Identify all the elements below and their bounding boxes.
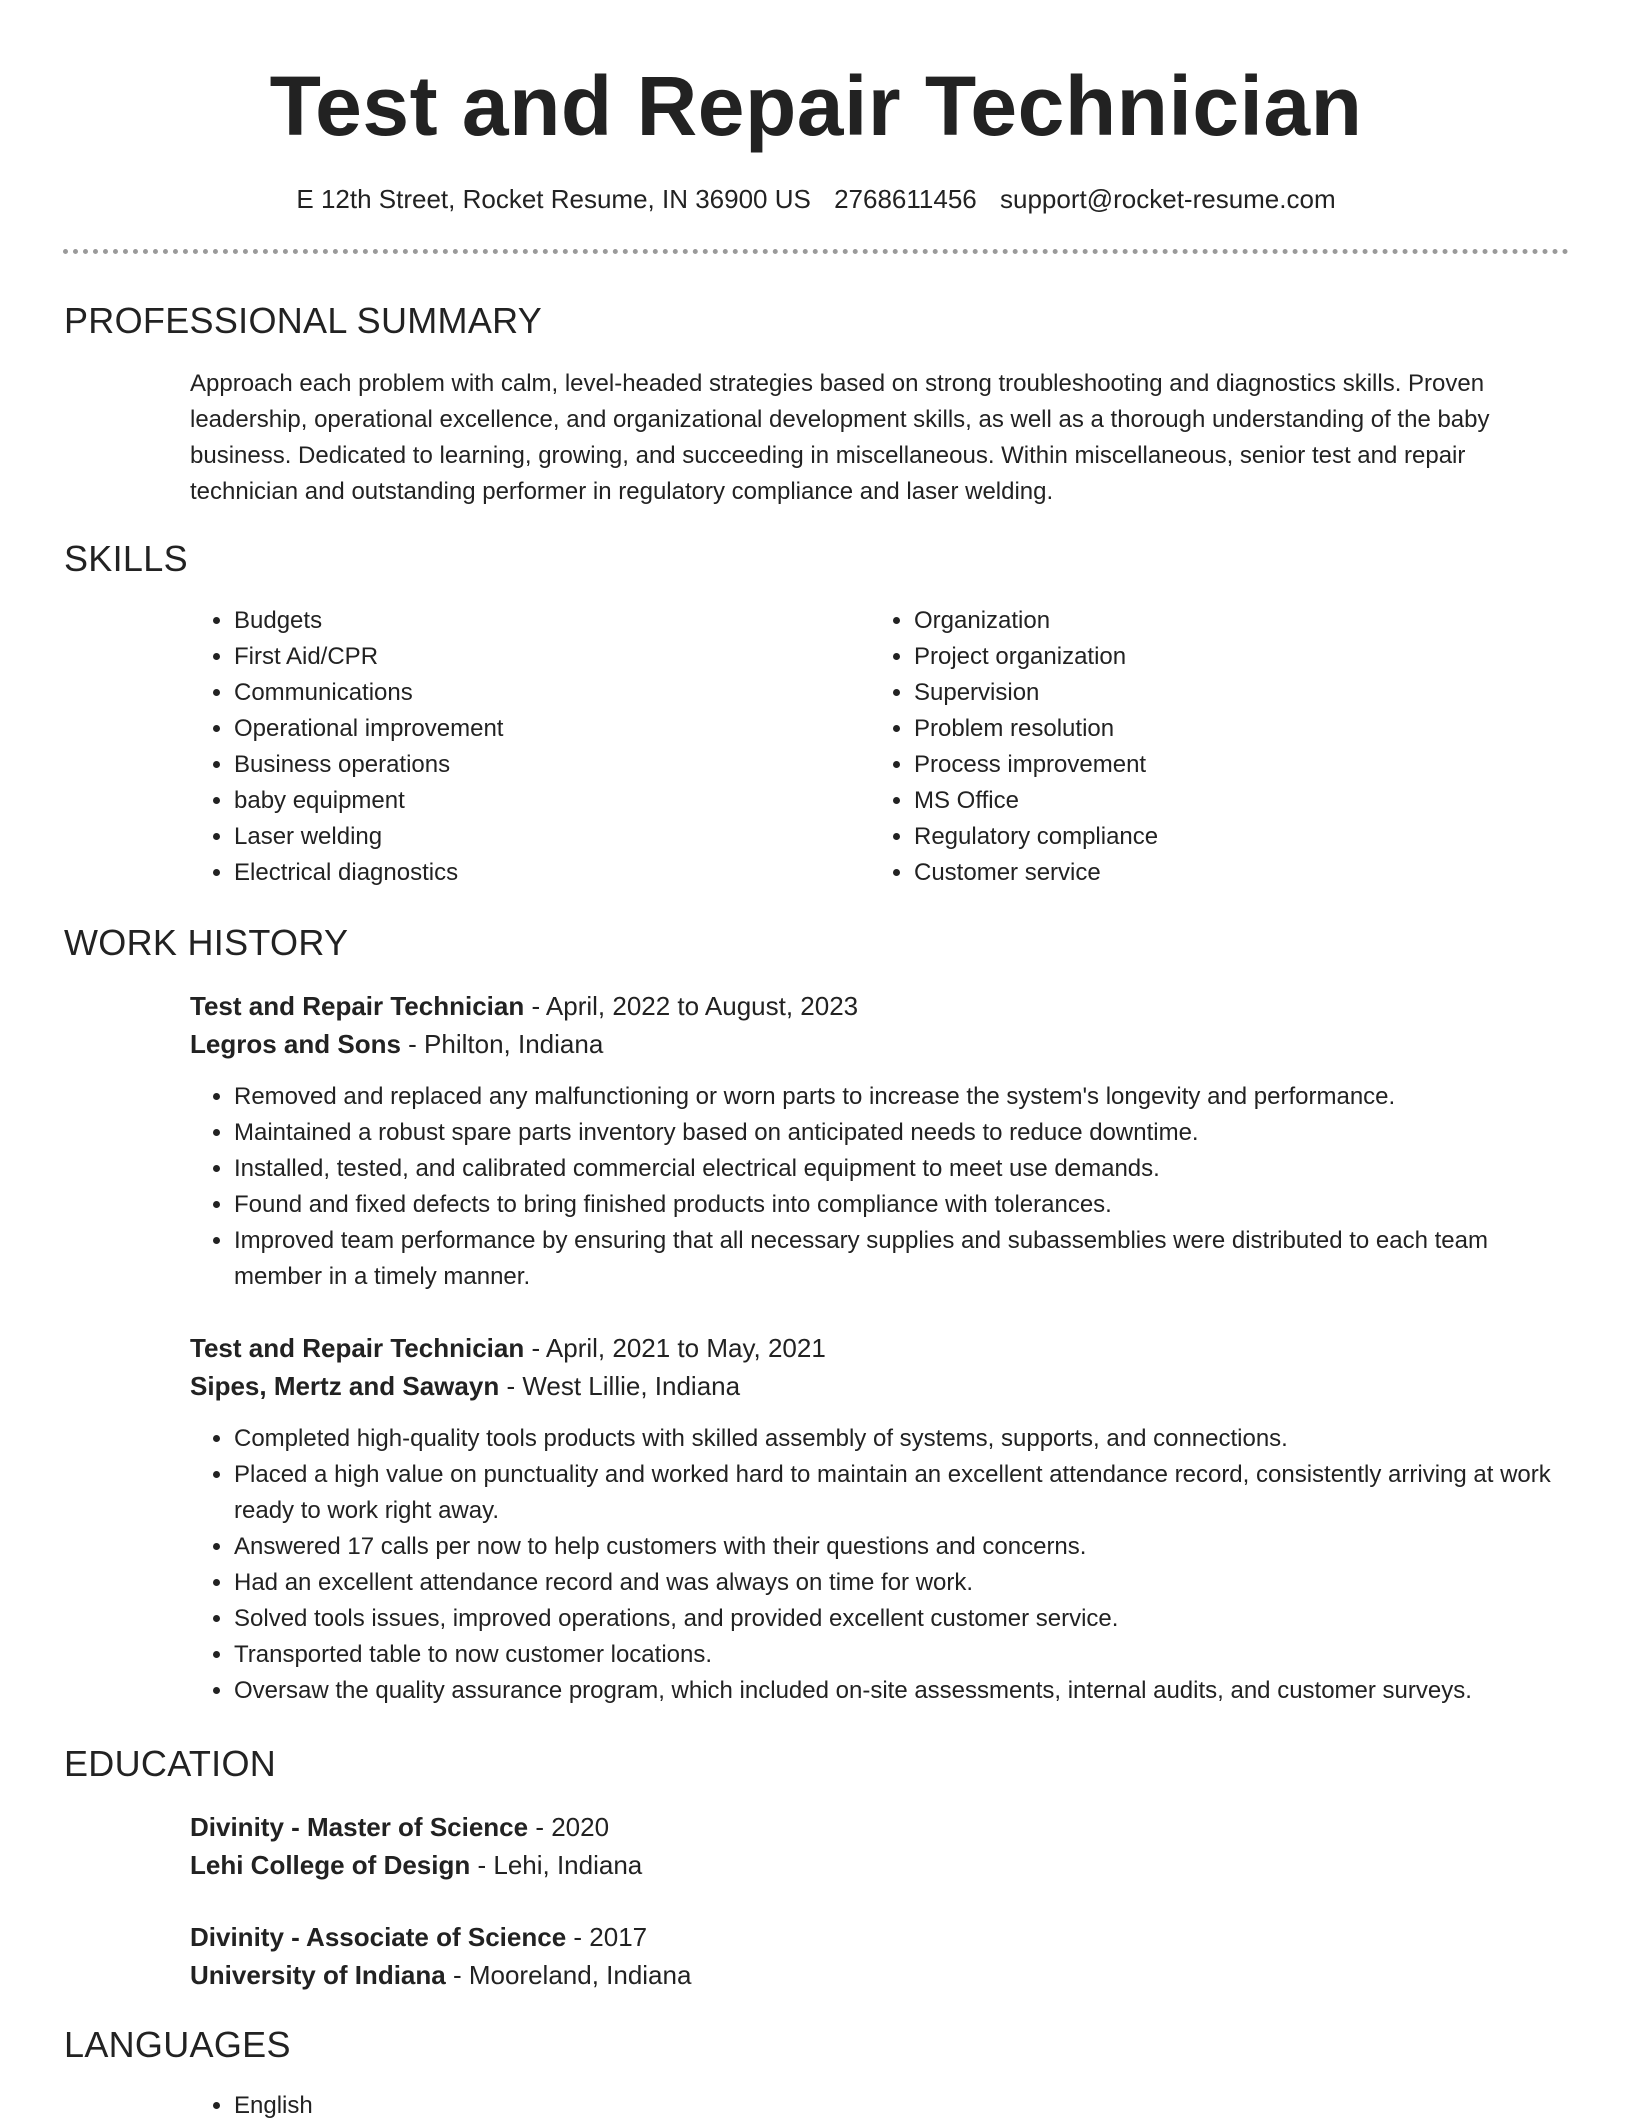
education-year: - 2017 xyxy=(566,1922,648,1952)
job-bullet: • Oversaw the quality assurance program, which included on-site assessments, internal audits, and customer surveys. xyxy=(234,1673,1569,1709)
skill-item: • Supervision xyxy=(914,675,1550,711)
job-bullet: • Found and fixed defects to bring finished products into compliance with tolerances. xyxy=(234,1187,1569,1223)
job-bullets xyxy=(190,1079,1569,1295)
skill-item: • Process improvement xyxy=(914,747,1550,783)
education-degree-line xyxy=(190,1808,1569,1846)
job-bullets xyxy=(190,1421,1569,1709)
education-heading: EDUCATION xyxy=(64,1743,277,1784)
skill-item: • Electrical diagnostics xyxy=(234,855,870,891)
job-company-line xyxy=(190,1025,1569,1063)
job-company-line xyxy=(190,1367,1569,1405)
job-bullet: • Had an excellent attendance record and was always on time for work. xyxy=(234,1565,1569,1601)
education-entry xyxy=(190,1808,1569,1884)
education-school-line xyxy=(190,1956,1569,1994)
resume-header xyxy=(0,0,1632,254)
languages-section xyxy=(190,2088,1569,2124)
education-school-line xyxy=(190,1846,1569,1884)
skill-item: • Communications xyxy=(234,675,870,711)
skill-item: • Problem resolution xyxy=(914,711,1550,747)
summary-text: Approach each problem with calm, level-headed strategies based on strong troubleshooting and diagnostics skills. Proven leadership, operational excellence, and organizational development skills, as well as a thorough understanding of the baby business. Dedicated to learning, growing, and succeeding in miscellaneous. Within miscellaneous, senior test and repair technician and outstanding performer in regulatory compliance and laser welding. xyxy=(190,370,1490,505)
job-bullet: • Completed high-quality tools products with skilled assembly of systems, supports, and connections. xyxy=(234,1421,1569,1457)
job-bullet: • Maintained a robust spare parts inventory based on anticipated needs to reduce downtime. xyxy=(234,1115,1569,1151)
education-school: Lehi College of Design xyxy=(190,1850,471,1880)
job-bullet: • Transported table to now customer locations. xyxy=(234,1637,1569,1673)
job-bullet: • Answered 17 calls per now to help customers with their questions and concerns. xyxy=(234,1529,1569,1565)
summary-section xyxy=(190,366,1569,510)
job-bullet: • Solved tools issues, improved operations, and provided excellent customer service. xyxy=(234,1601,1569,1637)
skill-item: • Organization xyxy=(914,603,1550,639)
job-location: - Philton, Indiana xyxy=(400,1029,604,1059)
job-bullet: • Installed, tested, and calibrated commercial electrical equipment to meet use demands. xyxy=(234,1151,1569,1187)
skills-heading: SKILLS xyxy=(64,538,188,579)
skills-section xyxy=(190,603,1569,891)
skill-item: • Project organization xyxy=(914,639,1550,675)
job-bullet: • Removed and replaced any malfunctioning or worn parts to increase the system's longevity and performance. xyxy=(234,1079,1569,1115)
contact-address: E 12th Street, Rocket Resume, IN 36900 US xyxy=(296,184,811,214)
contact-line xyxy=(0,182,1632,216)
language-item: • English xyxy=(234,2088,1569,2124)
job-dates: - April, 2022 to August, 2023 xyxy=(524,991,859,1021)
education-school: University of Indiana xyxy=(190,1960,446,1990)
skill-item: • Regulatory compliance xyxy=(914,819,1550,855)
education-degree-line xyxy=(190,1918,1569,1956)
job-bullet: • Improved team performance by ensuring that all necessary supplies and subassemblies were distributed to each team member in a timely manner. xyxy=(234,1223,1569,1295)
job-location: - West Lillie, Indiana xyxy=(499,1371,741,1401)
skill-item: • Business operations xyxy=(234,747,870,783)
languages-list xyxy=(190,2088,1569,2124)
education-degree: Divinity - Associate of Science xyxy=(190,1922,567,1952)
skill-item: • Customer service xyxy=(914,855,1550,891)
work-history-heading: WORK HISTORY xyxy=(64,922,349,963)
contact-email: support@rocket-resume.com xyxy=(1000,184,1336,214)
education-entry xyxy=(190,1918,1569,1994)
skill-item: • First Aid/CPR xyxy=(234,639,870,675)
job-entry xyxy=(190,1329,1569,1709)
job-entry xyxy=(190,987,1569,1295)
education-location: - Lehi, Indiana xyxy=(470,1850,643,1880)
education-year: - 2020 xyxy=(528,1812,610,1842)
job-company: Sipes, Mertz and Sawayn xyxy=(190,1371,500,1401)
job-title-line xyxy=(190,987,1569,1025)
skill-item: • Budgets xyxy=(234,603,870,639)
skill-item: • MS Office xyxy=(914,783,1550,819)
skill-item: • Operational improvement xyxy=(234,711,870,747)
contact-phone: 2768611456 xyxy=(834,184,977,214)
summary-heading: PROFESSIONAL SUMMARY xyxy=(64,300,543,341)
education-degree: Divinity - Master of Science xyxy=(190,1812,529,1842)
header-divider xyxy=(63,249,1569,254)
job-role: Test and Repair Technician xyxy=(190,1333,525,1363)
skill-item: • Laser welding xyxy=(234,819,870,855)
languages-heading: LANGUAGES xyxy=(64,2024,291,2065)
job-dates: - April, 2021 to May, 2021 xyxy=(524,1333,826,1363)
job-title-line xyxy=(190,1329,1569,1367)
education-location: - Mooreland, Indiana xyxy=(445,1960,692,1990)
skill-item: • baby equipment xyxy=(234,783,870,819)
skills-list-right xyxy=(870,603,1550,891)
job-role: Test and Repair Technician xyxy=(190,991,525,1021)
candidate-name: Test and Repair Technician xyxy=(269,59,1363,153)
job-bullet: • Placed a high value on punctuality and worked hard to maintain an excellent attendance record, consistently arriving at work ready to work right away. xyxy=(234,1457,1569,1529)
skills-list-left xyxy=(190,603,870,891)
job-company: Legros and Sons xyxy=(190,1029,401,1059)
